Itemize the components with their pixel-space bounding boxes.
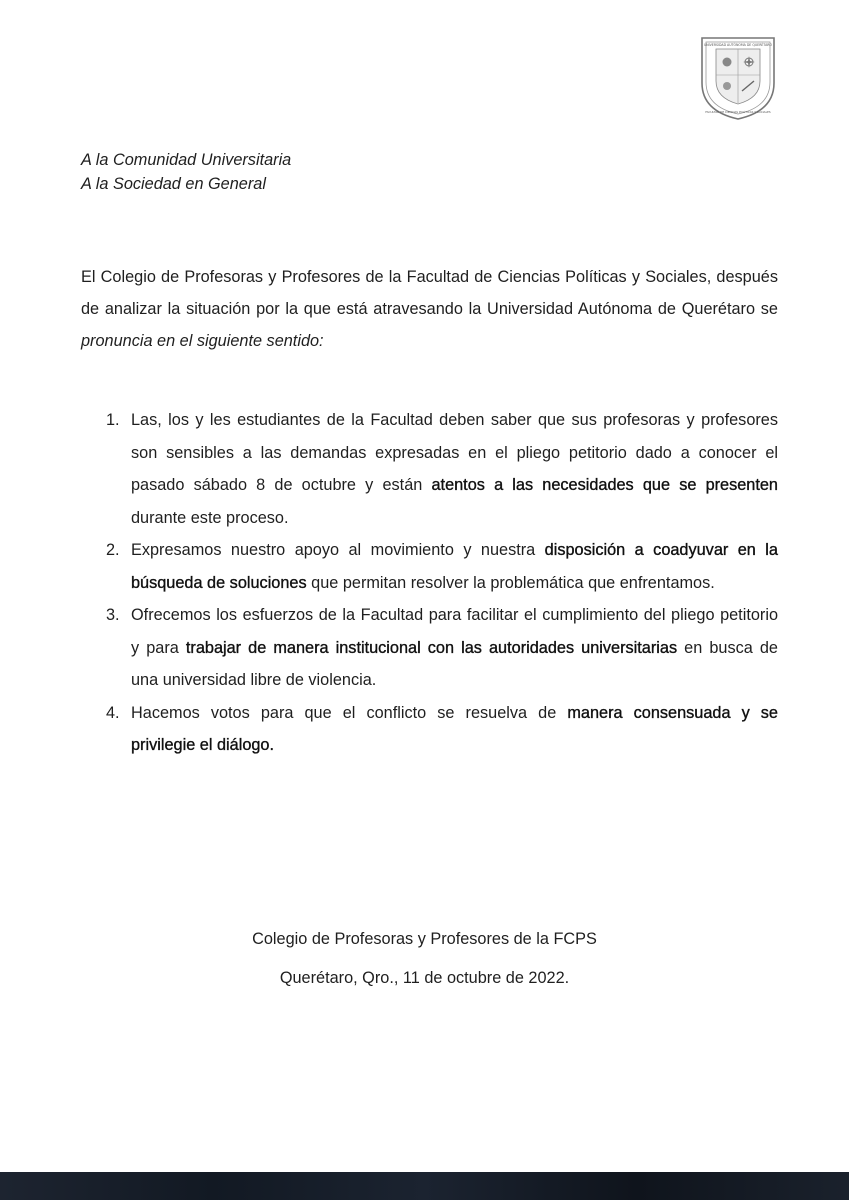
list-text: que permitan resolver la problemática que enfrentamos. <box>306 573 715 592</box>
list-text: Expresamos nuestro apoyo al movimiento y nuestra <box>131 541 545 559</box>
list-line: durante este proceso. <box>131 508 289 527</box>
list-number: 3. <box>106 606 120 624</box>
list-number: 2. <box>106 541 120 559</box>
seal-arc-text-side: FACULTAD DE CIENCIAS POLÍTICAS Y SOCIALES <box>705 110 771 114</box>
intro-line: de analizar la situación por la que está atravesando la Universidad Autónoma de Querétaro se <box>81 300 778 318</box>
salutation <box>81 148 291 196</box>
footer-band <box>0 1172 849 1200</box>
list-item <box>81 404 778 534</box>
highlight-text: atentos a las necesidades que se presenten <box>431 476 778 494</box>
highlight-text: trabajar de manera institucional con las autoridades universitarias <box>185 638 678 657</box>
list-line: una universidad libre de violencia. <box>131 671 377 689</box>
highlight-text: disposición a coadyuvar en la <box>544 541 778 559</box>
list-item <box>81 534 778 599</box>
salutation-line: A la Comunidad Universitaria <box>81 151 292 169</box>
statement-list <box>81 404 778 762</box>
list-item <box>81 697 778 762</box>
list-line: son sensibles a las demandas expresadas en el pliego petitorio dado a conocer el <box>131 443 778 462</box>
list-text: en busca de <box>677 638 778 657</box>
highlight-text: búsqueda de soluciones <box>131 573 307 592</box>
salutation-line: A la Sociedad en General <box>81 175 266 193</box>
highlight-text: manera consensuada y se <box>567 703 778 722</box>
intro-line: El Colegio de Profesoras y Profesores de la Facultad de Ciencias Políticas y Sociales, después <box>81 268 778 286</box>
intro-paragraph <box>81 261 778 357</box>
list-line: Las, los y les estudiantes de la Facultad deben saber que sus profesoras y profesores <box>131 411 778 429</box>
list-line: Ofrecemos los esfuerzos de la Facultad para facilitar el cumplimiento del pliego petitorio <box>131 606 778 624</box>
intro-last-line: pronuncia en el siguiente sentido: <box>81 332 324 350</box>
list-number: 1. <box>106 411 120 429</box>
seal-arc-text-top: UNIVERSIDAD AUTÓNOMA DE QUERÉTARO <box>703 43 773 47</box>
university-seal-icon <box>698 35 778 121</box>
list-number: 4. <box>106 703 120 722</box>
signature-place-date: Querétaro, Qro., 11 de octubre de 2022. <box>279 969 570 987</box>
signature-org: Colegio de Profesoras y Profesores de la FCPS <box>252 930 597 948</box>
list-text: y para <box>131 638 186 657</box>
highlight-text: privilegie el diálogo. <box>131 736 275 754</box>
list-text: Hacemos votos para que el conflicto se resuelva de <box>131 703 568 722</box>
list-text: pasado sábado 8 de octubre y están <box>131 476 432 494</box>
list-item <box>81 599 778 697</box>
